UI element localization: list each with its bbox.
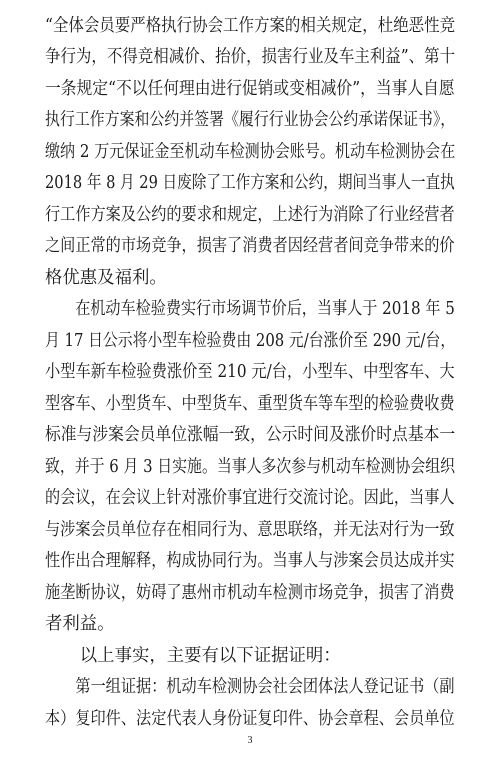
text-line: 第一组证据：机动车检测协会社会团体法人登记证书（副 <box>45 677 455 697</box>
text-line: 以上事实，主要有以下证据证明： <box>45 646 341 666</box>
text-line: 与涉案会员单位存在相同行为、意思联络，并无法对行为一致 <box>45 520 455 540</box>
text-line: 标准与涉案会员单位涨幅一致，公示时间及涨价时点基本一 <box>45 425 456 445</box>
page-number: 3 <box>247 735 253 746</box>
text-line: 者利益。 <box>45 614 115 634</box>
text-line: 本）复印件、法定代表人身份证复印件、协会章程、会员单位 <box>45 709 455 729</box>
text-line: 月 17 日公示将小型车检验费由 208 元/台涨价至 290 元/台， <box>45 331 456 351</box>
text-line: 致，并于 6 月 3 日实施。当事人多次参与机动车检测协会组织 <box>45 457 455 477</box>
text-line: 缴纳 2 万元保证金至机动车检测协会账号。机动车检测协会在 <box>45 142 456 162</box>
text-line: 型客车、小型货车、中型货车、重型货车等车型的检验费收费 <box>45 394 455 414</box>
text-line: “全体会员要严格执行协会工作方案的相关规定，杜绝恶性竞 <box>45 16 456 36</box>
text-line: 争行为，不得竞相减价、抬价，损害行业及车主利益”、第十 <box>45 47 456 67</box>
text-line: 性作出合理解释，构成协同行为。当事人与涉案会员达成并实 <box>45 551 455 571</box>
text-line: 执行工作方案和公约并签署《履行行业协会公约承诺保证书》， <box>45 110 456 130</box>
text-line: 2018 年 8 月 29 日废除了工作方案和公约，期间当事人一直执 <box>45 173 455 193</box>
text-line: 格优惠及福利。 <box>45 268 167 288</box>
text-line: 一条规定“不以任何理由进行促销或变相减价”，当事人自愿 <box>45 79 455 99</box>
text-line: 施垄断协议，妨碍了惠州市机动车检测市场竞争，损害了消费 <box>45 583 455 603</box>
text-line: 的会议，在会议上针对涨价事宜进行交流讨论。因此，当事人 <box>45 488 455 508</box>
text-line: 之间正常的市场竞争，损害了消费者因经营者间竞争带来的价 <box>45 236 455 256</box>
text-line: 在机动车检验费实行市场调节价后，当事人于 2018 年 5 <box>45 299 455 319</box>
text-line: 行工作方案及公约的要求和规定，上述行为消除了行业经营者 <box>45 205 455 225</box>
text-line: 小型车新车检验费涨价至 210 元/台，小型车、中型客车、大 <box>45 362 455 382</box>
